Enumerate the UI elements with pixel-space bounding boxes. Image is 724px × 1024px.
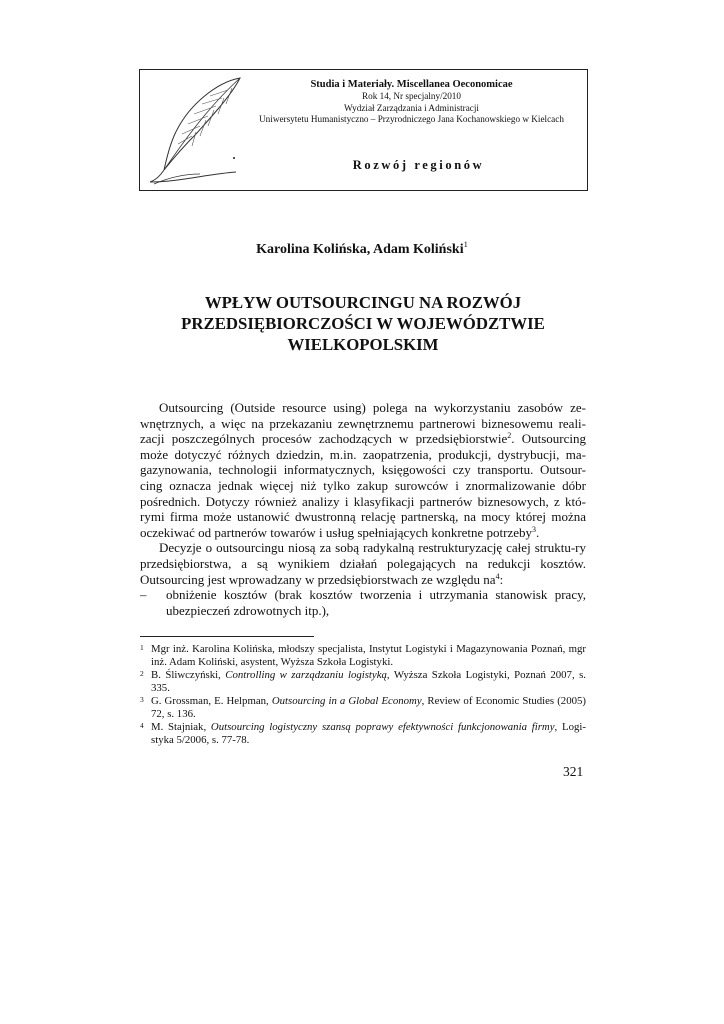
footnote-ref-3: 3 bbox=[532, 524, 537, 534]
list-dash: – bbox=[140, 587, 147, 603]
footnote-number: 1 bbox=[140, 643, 144, 652]
author-footnote-ref: 1 bbox=[463, 239, 468, 249]
journal-faculty: Wydział Zarządzania i Administracji bbox=[344, 102, 479, 113]
paragraph-2 bbox=[140, 540, 586, 587]
article-authors bbox=[0, 239, 724, 258]
footnote-text bbox=[150, 695, 586, 721]
footnote-text: Mgr inż. Karolina Kolińska, młodszy specjalista, Instytut Logistyki i Magazynowania Poznań, mgr inż. Adam Koliński, asystent, Wyższa Szkoła Logistyki. bbox=[151, 643, 586, 668]
footnote-text bbox=[150, 721, 586, 747]
footnote-number: 3 bbox=[140, 695, 144, 704]
journal-volume: Rok 14, Nr specjalny/2010 bbox=[361, 91, 461, 101]
paragraph-1-text-c: . bbox=[536, 524, 540, 540]
footnote-publisher: , Wyższa Szkoła Logistyki, Poznań 2007, s. 335. bbox=[151, 669, 586, 694]
footnote-text bbox=[150, 669, 586, 695]
author-names: Karolina Kolińska, Adam Koliński bbox=[256, 242, 464, 257]
footnote-author: B. Śliwczyński, bbox=[151, 669, 226, 681]
journal-university: Uniwersytetu Humanistyczno – Przyrodniczego Jana Kochanowskiego w Kielcach bbox=[259, 114, 564, 124]
journal-header-box bbox=[139, 69, 588, 191]
journal-section: Rozwój regionów bbox=[352, 158, 485, 172]
footnote-number: 2 bbox=[140, 669, 144, 678]
footnote-ref-4: 4 bbox=[495, 571, 500, 581]
footnote-publisher: , Review of Economic Studies (2005) 72, s. 136. bbox=[151, 695, 586, 720]
article-body bbox=[140, 400, 586, 618]
footnote-work-title: Outsourcing in a Global Economy bbox=[271, 695, 422, 707]
footnote-ref-2: 2 bbox=[507, 431, 512, 441]
footnote-4 bbox=[140, 721, 586, 747]
decorative-dot bbox=[233, 157, 235, 159]
title-line-3: WIELKOPOLSKIM bbox=[287, 335, 439, 354]
footnotes bbox=[140, 643, 586, 747]
footnote-author: M. Stajniak, bbox=[151, 721, 211, 733]
footnote-publisher: , Logi-styka 5/2006, s. 77-78. bbox=[151, 721, 586, 746]
quill-feather-icon bbox=[148, 74, 248, 186]
footnote-3 bbox=[140, 695, 586, 721]
journal-header-text bbox=[240, 78, 583, 126]
footnote-divider bbox=[140, 636, 314, 637]
paragraph-1-text-a: Outsourcing (Outside resource using) polega na wykorzystaniu zasobów ze-wnętrznych, a więc na przekazaniu zewnętrznemu partnerowi biznesowemu reali-zacji poszczególnych procesów zachodzących w przedsiębiorstwie bbox=[140, 400, 586, 447]
footnote-2 bbox=[140, 669, 586, 695]
article-title bbox=[140, 292, 586, 355]
list-item bbox=[140, 587, 586, 618]
journal-title: Studia i Materiały. Miscellanea Oeconomicae bbox=[310, 79, 513, 90]
footnote-author: G. Grossman, E. Helpman, bbox=[151, 695, 272, 707]
footnote-1 bbox=[140, 643, 586, 669]
footnote-number: 4 bbox=[140, 721, 144, 730]
footnote-work-title: Outsourcing logistyczny szansą poprawy efektywności funkcjonowania firmy bbox=[210, 721, 555, 733]
page-number: 321 bbox=[563, 764, 584, 779]
list-item-text: obniżenie kosztów (brak kosztów tworzenia i utrzymania stanowisk pracy, ubezpieczeń zdrowotnych itp.), bbox=[166, 587, 586, 618]
title-line-2: PRZEDSIĘBIORCZOŚCI W WOJEWÓDZTWIE bbox=[181, 314, 545, 333]
paragraph-2-text-a: Decyzje o outsourcingu niosą za sobą radykalną restrukturyzację całej struktu-ry przedsiębiorstwa, a są wynikiem działań polegających na redukcji kosztów. Outsourcing jest wprowadzany w przedsiębiorstwach ze względu na bbox=[140, 540, 586, 587]
paragraph-1-text-b: . Outsourcing może dotyczyć różnych dziedzin, m.in. zaopatrzenia, produkcji, dystrybucji, ma-gazynowania, technologii informatycznych, księgowości czy transportu. Outsour-cing oznacza jednak więcej niż tylko zakup surowców i znormalizowanie dóbr pośrednich. Dotyczy również analizy i klasyfikacji partnerów biznesowych, z któ-rymi firma może ustanowić dwustronną relację partnerską, na mocy której można oczekiwać od partnerów towarów i usług spełniających konkretne potrzeby bbox=[140, 431, 586, 540]
paragraph-2-text-b: : bbox=[499, 571, 504, 587]
footnote-work-title: Controlling w zarządzaniu logistyką bbox=[225, 669, 387, 681]
paragraph-1 bbox=[140, 400, 586, 540]
title-line-1: WPŁYW OUTSOURCINGU NA ROZWÓJ bbox=[204, 293, 522, 312]
